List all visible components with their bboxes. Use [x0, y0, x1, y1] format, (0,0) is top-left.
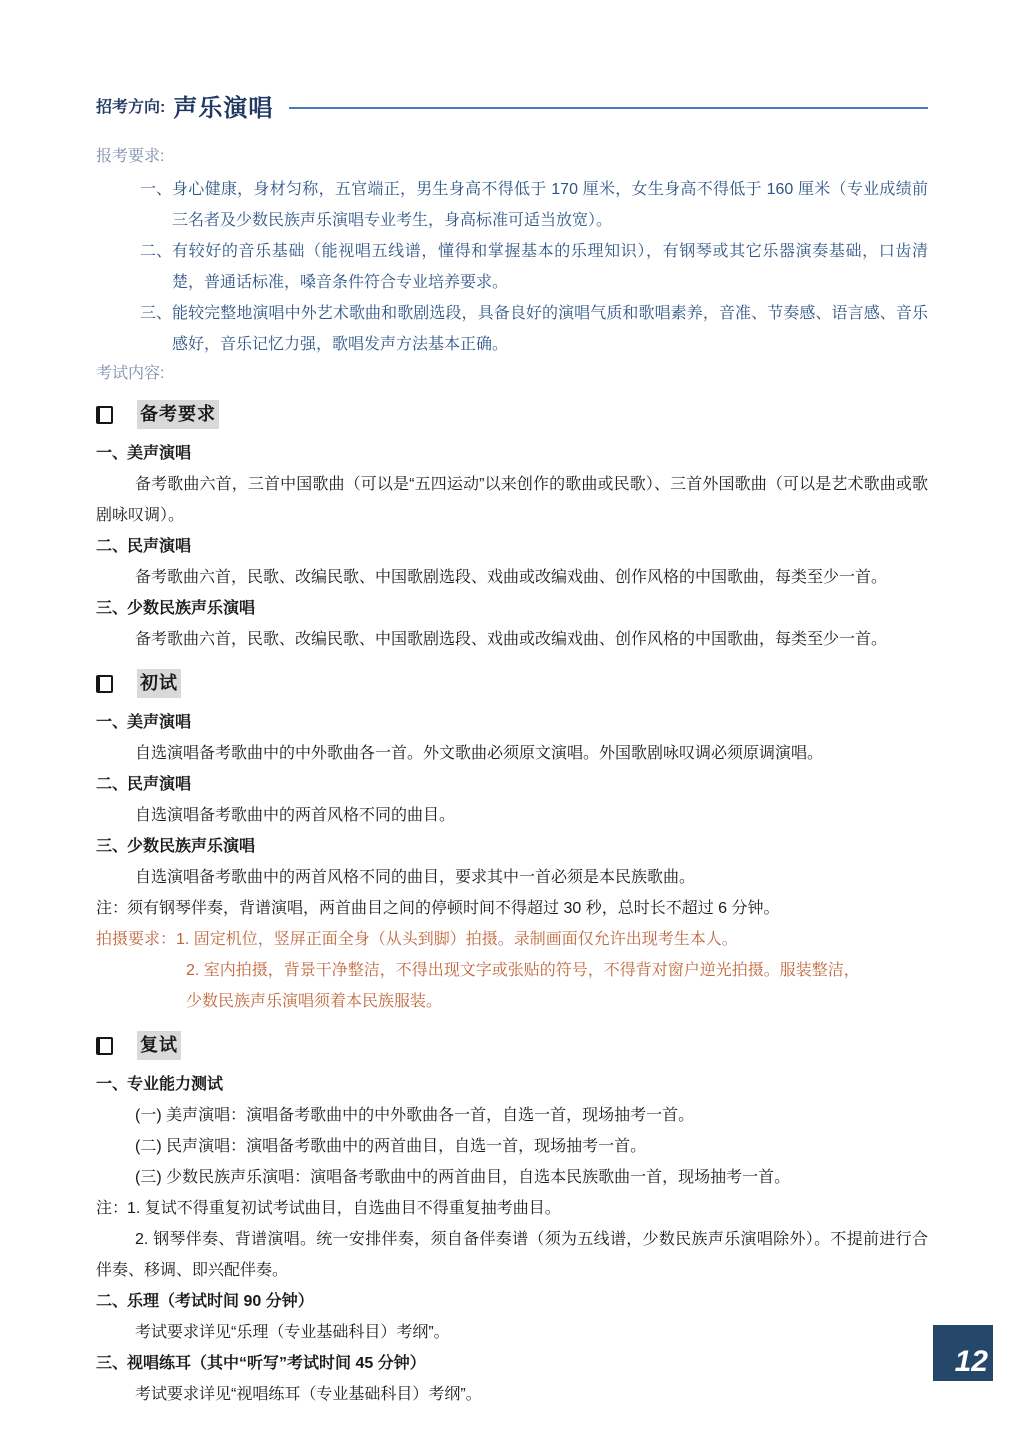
prep-sub-1-body: 备考歌曲六首，三首中国歌曲（可以是“五四运动”以来创作的歌曲或民歌）、三首外国歌曲（可以是艺术歌曲或歌剧咏叹调）。: [96, 476, 928, 524]
first-round-sub-1-heading: [96, 707, 928, 738]
second-round-theory-heading: [96, 1286, 928, 1317]
first-round-sub-2-body: 自选演唱备考歌曲中的两首风格不同的曲目。: [135, 807, 456, 824]
sub-title: 少数民族声乐演唱: [127, 600, 256, 617]
first-round-sub-1-body: 自选演唱备考歌曲中的中外歌曲各一首。外文歌曲必须原文演唱。外国歌剧咏叹调必须原调演唱。: [135, 745, 824, 762]
sub-number: 三、: [96, 838, 129, 855]
sub-title: 专业能力测试: [127, 1076, 224, 1093]
ability-entry-3: (三) 少数民族声乐演唱：演唱备考歌曲中的两首曲目，自选本民族歌曲一首，现场抽考一首。: [135, 1169, 791, 1186]
section-first-round-title: 初试: [137, 669, 181, 698]
second-round-ability-heading: [96, 1069, 928, 1100]
filming-label: 拍摄要求：: [96, 931, 177, 948]
apply-item-1: [96, 174, 928, 236]
section-second-round-title: 复试: [137, 1031, 181, 1060]
sub-title: 乐理（考试时间 90 分钟）: [127, 1293, 314, 1310]
sub-number: 三、: [96, 1355, 129, 1372]
sub-number: 一、: [96, 1076, 129, 1093]
header-rule: [289, 107, 928, 109]
section-prep-title: 备考要求: [137, 400, 219, 429]
filming-requirements-line-1: [96, 924, 928, 955]
direction-label: 招考方向:: [96, 99, 166, 116]
apply-requirements-label: 报考要求:: [96, 148, 165, 165]
second-round-note-2: 2. 钢琴伴奏、背谱演唱。统一安排伴奏，须自备伴奏谱（须为五线谱，少数民族声乐演唱除外）。不提前进行合伴奏、移调、即兴配伴奏。: [96, 1231, 928, 1279]
item-text: 身心健康，身材匀称，五官端正，男生身高不得低于 170 厘米，女生身高不得低于 160 厘米（专业成绩前三名者及少数民族声乐演唱专业考生，身高标准可适当放宽）。: [172, 181, 928, 229]
section-first-round-header: [96, 669, 928, 698]
sub-number: 一、: [96, 714, 129, 731]
sub-title: 美声演唱: [127, 714, 192, 731]
sub-number: 二、: [96, 538, 129, 555]
apply-requirements-list: [96, 174, 928, 360]
sub-title: 美声演唱: [127, 445, 192, 462]
section-marker-icon: [96, 1037, 113, 1055]
filming-item-1: 1. 固定机位，竖屏正面全身（从头到脚）拍摄。录制画面仅允许出现考生本人。: [176, 931, 738, 948]
ability-entry-1: (一) 美声演唱：演唱备考歌曲中的中外歌曲各一首，自选一首，现场抽考一首。: [135, 1107, 695, 1124]
note-text: 1. 复试不得重复初试考试曲目，自选曲目不得重复抽考曲目。: [127, 1200, 561, 1217]
prep-sub-1-heading: [96, 438, 928, 469]
page-number: 12: [954, 1345, 988, 1378]
theory-body: 考试要求详见“乐理（专业基础科目）考纲”。: [135, 1324, 450, 1341]
item-number: 二、: [140, 243, 173, 260]
apply-item-3: [96, 298, 928, 360]
prep-sub-3-body: 备考歌曲六首，民歌、改编民歌、中国歌剧选段、戏曲或改编戏曲、创作风格的中国歌曲，每类至少一首。: [135, 631, 888, 648]
item-number: 三、: [140, 305, 173, 322]
prep-sub-3-heading: [96, 593, 928, 624]
sub-title: 少数民族声乐演唱: [127, 838, 256, 855]
section-prep-header: [96, 400, 928, 429]
filming-requirements-line-2: 2. 室内拍摄，背景干净整洁，不得出现文字或张贴的符号，不得背对窗户逆光拍摄。服装整洁，: [186, 962, 860, 979]
sub-title: 民声演唱: [127, 538, 192, 555]
section-marker-icon: [96, 675, 113, 693]
note-label: 注：: [96, 1200, 129, 1217]
sub-title: 民声演唱: [127, 776, 192, 793]
ability-entry-2: (二) 民声演唱：演唱备考歌曲中的两首曲目，自选一首，现场抽考一首。: [135, 1138, 647, 1155]
item-number: 一、: [140, 181, 173, 198]
page-number-box: [933, 1325, 993, 1381]
filming-requirements-line-3: 少数民族声乐演唱须着本民族服装。: [186, 993, 443, 1010]
exam-content-label: 考试内容:: [96, 365, 165, 382]
section-second-round-header: [96, 1031, 928, 1060]
sub-number: 三、: [96, 600, 129, 617]
prep-sub-2-body: 备考歌曲六首，民歌、改编民歌、中国歌剧选段、戏曲或改编戏曲、创作风格的中国歌曲，每类至少一首。: [135, 569, 888, 586]
apply-item-2: [96, 236, 928, 298]
sub-title: 视唱练耳（其中“听写”考试时间 45 分钟）: [127, 1355, 426, 1372]
ear-training-body: 考试要求详见“视唱练耳（专业基础科目）考纲”。: [135, 1386, 482, 1403]
section-marker-icon: [96, 406, 113, 424]
first-round-sub-3-heading: [96, 831, 928, 862]
item-text: 能较完整地演唱中外艺术歌曲和歌剧选段，具备良好的演唱气质和歌唱素养，音准、节奏感、语言感、音乐感好，音乐记忆力强，歌唱发声方法基本正确。: [172, 305, 928, 353]
prep-sub-2-heading: [96, 531, 928, 562]
page-title: 声乐演唱: [173, 95, 274, 122]
note-label: 注：: [96, 900, 129, 917]
first-round-sub-3-body: 自选演唱备考歌曲中的两首风格不同的曲目，要求其中一首必须是本民族歌曲。: [135, 869, 696, 886]
note-text: 须有钢琴伴奏，背谱演唱，两首曲目之间的停顿时间不得超过 30 秒，总时长不超过 6 分钟。: [127, 900, 780, 917]
second-round-note-1: [96, 1193, 928, 1224]
doc-header: [96, 88, 928, 123]
sub-number: 二、: [96, 1293, 129, 1310]
first-round-sub-2-heading: [96, 769, 928, 800]
sub-number: 二、: [96, 776, 129, 793]
first-round-note: [96, 893, 928, 924]
second-round-ear-heading: [96, 1348, 928, 1379]
sub-number: 一、: [96, 445, 129, 462]
item-text: 有较好的音乐基础（能视唱五线谱，懂得和掌握基本的乐理知识），有钢琴或其它乐器演奏基础，口齿清楚，普通话标准，嗓音条件符合专业培养要求。: [172, 243, 928, 291]
